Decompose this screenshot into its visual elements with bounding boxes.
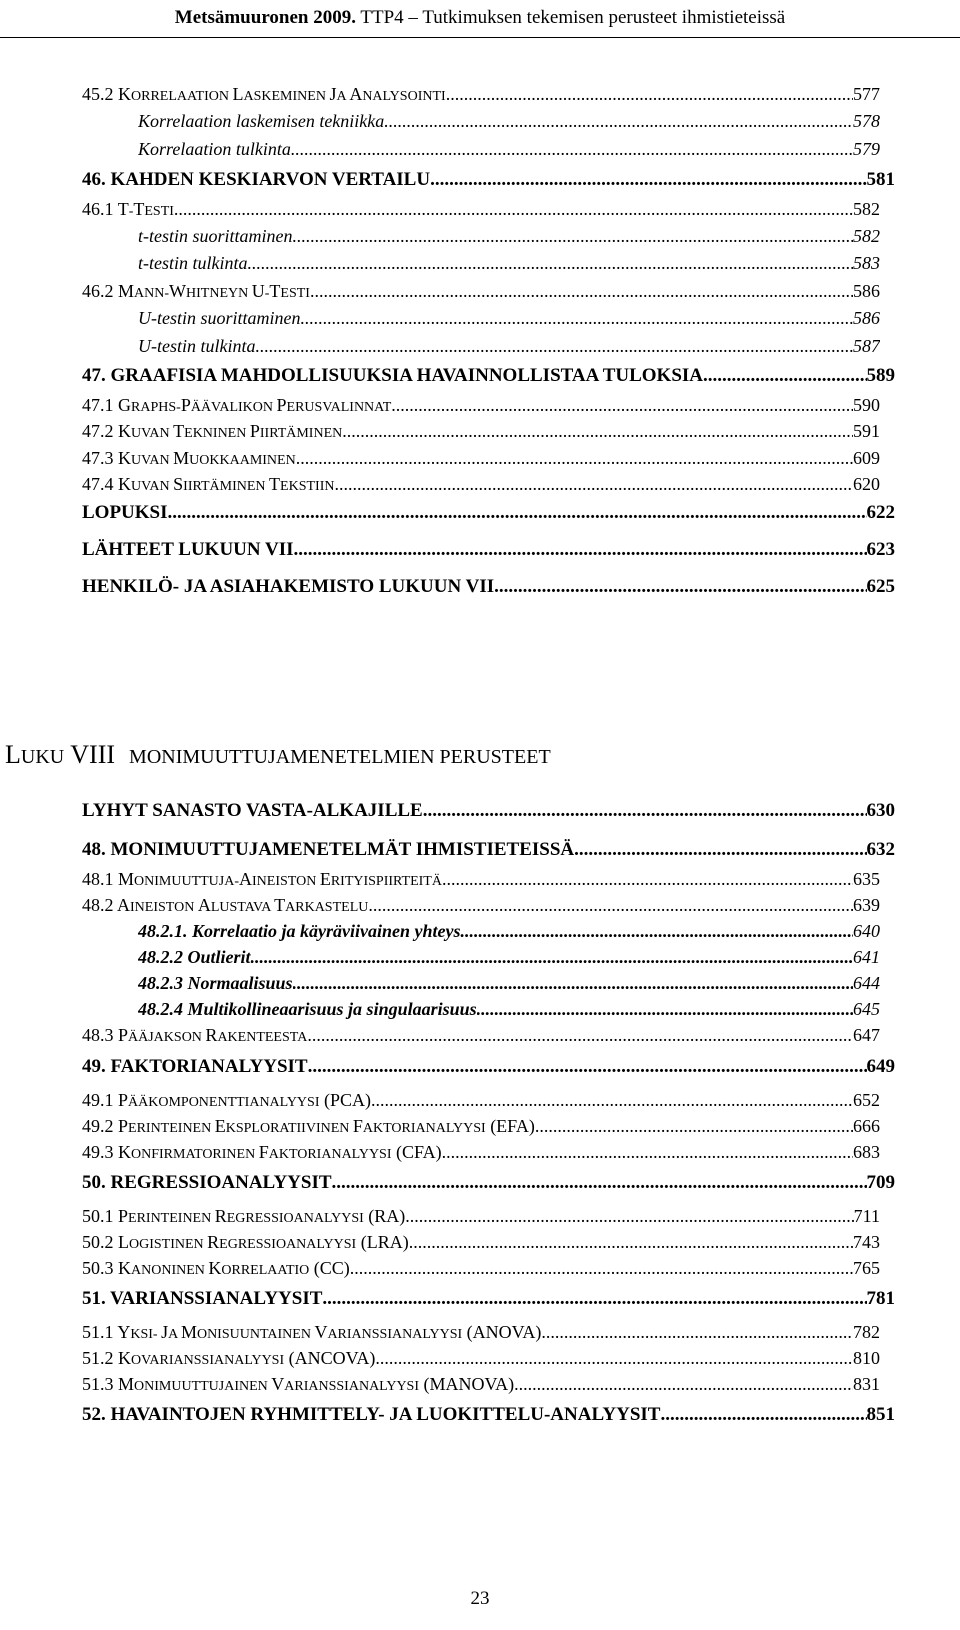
toc-page-number: 639 bbox=[853, 895, 880, 915]
toc-entry-title bbox=[82, 169, 430, 191]
toc-page-number: 587 bbox=[853, 336, 880, 356]
dot-leader bbox=[541, 1322, 853, 1343]
toc-page-number: 635 bbox=[853, 869, 880, 889]
dot-leader bbox=[322, 1288, 866, 1310]
toc-abbreviation: (ANCOVA) bbox=[284, 1348, 376, 1368]
toc-entry-title bbox=[82, 1142, 442, 1163]
toc-section-title: PERINTEINEN REGRESSIOANALYYSI bbox=[118, 1206, 364, 1226]
toc-entry bbox=[82, 281, 880, 307]
toc-page-number: 649 bbox=[866, 1056, 895, 1077]
toc-entry-title bbox=[82, 1090, 371, 1111]
toc-page-number: 711 bbox=[853, 1206, 880, 1226]
toc-entry-text: t-testin tulkinta bbox=[138, 253, 248, 273]
toc-section-title: MONIMUUTTUJA-AINEISTON ERITYISPIIRTEITÄ bbox=[118, 869, 442, 889]
toc-entry-title bbox=[82, 448, 296, 469]
toc-section-title: LOGISTINEN REGRESSIOANALYYSI bbox=[118, 1232, 357, 1252]
toc-section-number: 48.1 bbox=[82, 869, 118, 889]
toc-entry bbox=[82, 1142, 880, 1168]
toc-section-title: KOVARIANSSIANALYYSI bbox=[118, 1348, 285, 1368]
toc-page-number: 831 bbox=[853, 1374, 880, 1394]
toc-entry-title bbox=[82, 199, 174, 220]
toc-section-number: 47.1 bbox=[82, 395, 118, 415]
toc-entry-title bbox=[138, 308, 301, 329]
toc-section-number: 49.1 bbox=[82, 1090, 118, 1110]
toc-entry-title bbox=[82, 84, 446, 105]
toc-entry-title bbox=[82, 895, 368, 916]
toc-page-number: 581 bbox=[866, 169, 895, 190]
toc-page-number: 586 bbox=[853, 308, 880, 328]
toc-page-number: 579 bbox=[853, 139, 880, 159]
toc-page-number: 589 bbox=[866, 365, 895, 386]
dot-leader bbox=[350, 1258, 853, 1279]
part-label-initial: V bbox=[70, 740, 90, 769]
toc-page-number: 641 bbox=[853, 947, 880, 967]
toc-entry-title bbox=[82, 839, 574, 861]
dot-leader bbox=[174, 199, 853, 220]
toc-section-title: GRAPHS-PÄÄVALIKON PERUSVALINNAT bbox=[118, 395, 392, 415]
dot-leader bbox=[660, 1404, 866, 1426]
dot-leader bbox=[293, 973, 853, 994]
toc-entry bbox=[138, 253, 880, 279]
toc-section-title: T-TESTI bbox=[117, 199, 174, 219]
toc-page-number: 583 bbox=[853, 253, 880, 273]
toc-page-number: 781 bbox=[866, 1288, 895, 1309]
toc-entry bbox=[82, 1025, 880, 1051]
toc-entry-text: 52. HAVAINTOJEN RYHMITTELY- JA LUOKITTELU-ANALYYSIT bbox=[82, 1404, 661, 1425]
dot-leader bbox=[251, 947, 853, 968]
toc-page-number: 765 bbox=[853, 1258, 880, 1278]
toc-abbreviation: (PCA) bbox=[319, 1090, 372, 1110]
toc-entry-title bbox=[138, 947, 251, 968]
toc-section-number: 47.3 bbox=[82, 448, 118, 468]
header-author: Metsämuuronen 2009. bbox=[174, 7, 356, 28]
toc-entry-title bbox=[138, 226, 293, 247]
toc-entry-title bbox=[82, 1348, 375, 1369]
toc-entry bbox=[82, 1116, 880, 1142]
toc-entry bbox=[82, 1090, 880, 1116]
toc-entry bbox=[82, 1322, 880, 1348]
toc-abbreviation: (RA) bbox=[363, 1206, 406, 1226]
toc-entry-title bbox=[82, 539, 294, 561]
toc-page-number: 810 bbox=[853, 1348, 880, 1368]
toc-entry-text: 48.2.2 Outlierit bbox=[138, 947, 251, 967]
toc-page-number: 582 bbox=[853, 226, 880, 246]
dot-leader bbox=[296, 448, 853, 469]
toc-entry bbox=[82, 395, 880, 421]
toc-page-number: 623 bbox=[866, 539, 895, 560]
toc-entry bbox=[82, 169, 895, 195]
part-label-rest: III bbox=[89, 740, 116, 769]
toc-entry-title bbox=[138, 973, 293, 994]
toc-entry-text: 51. VARIANSSIANALYYSIT bbox=[82, 1288, 323, 1309]
toc-entry bbox=[82, 199, 880, 225]
dot-leader bbox=[308, 1056, 867, 1078]
toc-abbreviation: (LRA) bbox=[356, 1232, 409, 1252]
dot-leader bbox=[307, 1025, 853, 1046]
toc-entry-text: Korrelaation tulkinta bbox=[138, 139, 291, 159]
toc-entry-text: 46. KAHDEN KESKIARVON VERTAILU bbox=[82, 169, 431, 190]
toc-entry bbox=[138, 308, 880, 334]
toc-entry-title bbox=[82, 576, 494, 598]
dot-leader bbox=[574, 839, 866, 861]
toc-entry-title bbox=[82, 421, 342, 442]
dot-leader bbox=[371, 1090, 853, 1111]
toc-section-title: KORRELAATION LASKEMINEN JA ANALYSOINTI bbox=[118, 84, 446, 104]
toc-section-title: MONIMUUTTUJAINEN VARIANSSIANALYYSI bbox=[118, 1374, 419, 1394]
toc-section-number: 50.1 bbox=[82, 1206, 118, 1226]
toc-entry bbox=[82, 448, 880, 474]
toc-entry bbox=[138, 139, 880, 165]
toc-page-number: 586 bbox=[853, 281, 880, 301]
toc-entry bbox=[138, 921, 880, 947]
toc-entry bbox=[82, 576, 895, 602]
toc-page-number: 630 bbox=[866, 800, 895, 821]
toc-entry-text: 48.2.3 Normaalisuus bbox=[138, 973, 293, 993]
part-label-rest: UKU bbox=[20, 746, 65, 768]
toc-entry bbox=[82, 869, 880, 895]
toc-entry-text: 49. FAKTORIANALYYSIT bbox=[82, 1056, 308, 1077]
toc-entry-title bbox=[82, 365, 703, 387]
toc-entry bbox=[82, 474, 880, 500]
dot-leader bbox=[514, 1374, 853, 1395]
dot-leader bbox=[405, 1206, 853, 1227]
toc-page-number: 591 bbox=[853, 421, 880, 441]
toc-entry-text: LÄHTEET LUKUUN VII bbox=[82, 539, 294, 560]
toc-entry-title bbox=[82, 1056, 308, 1078]
toc-abbreviation: (CFA) bbox=[391, 1142, 442, 1162]
toc-abbreviation: (MANOVA) bbox=[419, 1374, 515, 1394]
toc-section-number: 49.2 bbox=[82, 1116, 118, 1136]
dot-leader bbox=[291, 139, 853, 160]
dot-leader bbox=[168, 502, 867, 524]
toc-page-number: 632 bbox=[866, 839, 895, 860]
toc-entry bbox=[82, 1404, 895, 1430]
toc-page-number: 683 bbox=[853, 1142, 880, 1162]
dot-leader bbox=[248, 253, 854, 274]
toc-entry-text: U-testin tulkinta bbox=[138, 336, 256, 356]
toc-entry-title bbox=[82, 395, 391, 416]
toc-entry-text: 50. REGRESSIOANALYYSIT bbox=[82, 1172, 332, 1193]
toc-section-title: KUVAN SIIRTÄMINEN TEKSTIIN bbox=[118, 474, 335, 494]
toc-section-title: PERINTEINEN EKSPLORATIIVINEN FAKTORIANALYYSI bbox=[118, 1116, 486, 1136]
toc-section-title: AINEISTON ALUSTAVA TARKASTELU bbox=[117, 895, 369, 915]
dot-leader bbox=[535, 1116, 853, 1137]
toc-entry bbox=[82, 839, 895, 865]
toc-entry-title bbox=[82, 1322, 541, 1343]
toc-page-number: 582 bbox=[853, 199, 880, 219]
toc-page-number: 577 bbox=[853, 84, 880, 104]
toc-entry-text: U-testin suorittaminen bbox=[138, 308, 301, 328]
toc-section-title: PÄÄJAKSON RAKENTEESTA bbox=[118, 1025, 308, 1045]
toc-entry-title bbox=[82, 869, 442, 890]
toc-entry bbox=[82, 1374, 880, 1400]
dot-leader bbox=[310, 281, 853, 302]
dot-leader bbox=[368, 895, 853, 916]
toc-entry-text: 47. GRAAFISIA MAHDOLLISUUKSIA HAVAINNOLLISTAA TULOKSIA bbox=[82, 365, 704, 386]
dot-leader bbox=[391, 395, 853, 416]
dot-leader bbox=[301, 308, 854, 329]
toc-section-title: KONFIRMATORINEN FAKTORIANALYYSI bbox=[118, 1142, 392, 1162]
toc-entry-title bbox=[82, 1172, 332, 1194]
part-name: MONIMUUTTUJAMENETELMIEN PERUSTEET bbox=[129, 746, 551, 768]
toc-section-number: 50.2 bbox=[82, 1232, 118, 1252]
header-book-title: TTP4 – Tutkimuksen tekemisen perusteet ihmistieteissä bbox=[355, 7, 786, 28]
toc-section-number: 51.1 bbox=[82, 1322, 118, 1342]
toc-abbreviation: (CC) bbox=[309, 1258, 350, 1278]
toc-entry bbox=[82, 421, 880, 447]
dot-leader bbox=[332, 1172, 867, 1194]
dot-leader bbox=[430, 169, 866, 191]
dot-leader bbox=[293, 226, 854, 247]
toc-page-number: 782 bbox=[853, 1322, 880, 1342]
toc-entry-title bbox=[138, 336, 255, 357]
part-heading bbox=[5, 740, 551, 770]
toc-entry bbox=[82, 800, 895, 826]
toc-entry-text: 48. MONIMUUTTUJAMENETELMÄT IHMISTIETEISSÄ bbox=[82, 839, 575, 860]
toc-entry bbox=[138, 973, 880, 999]
toc-page-number: 666 bbox=[853, 1116, 880, 1136]
dot-leader bbox=[255, 336, 853, 357]
toc-page-number: 743 bbox=[853, 1232, 880, 1252]
dot-leader bbox=[442, 869, 853, 890]
toc-entry bbox=[138, 947, 880, 973]
toc-page-number: 644 bbox=[853, 973, 880, 993]
dot-leader bbox=[494, 576, 866, 598]
toc-entry-text: Korrelaation laskemisen tekniikka bbox=[138, 111, 385, 131]
toc-entry-text: 48.2.4 Multikollineaarisuus ja singulaarisuus bbox=[138, 999, 477, 1019]
toc-page-number: 652 bbox=[853, 1090, 880, 1110]
toc-entry-text: LYHYT SANASTO VASTA-ALKAJILLE bbox=[82, 800, 423, 821]
toc-page-number: 647 bbox=[853, 1025, 880, 1045]
toc-entry-title bbox=[138, 999, 477, 1020]
toc-entry-text: t-testin suorittaminen bbox=[138, 226, 293, 246]
toc-page-number: 640 bbox=[853, 921, 880, 941]
toc-entry bbox=[82, 539, 895, 565]
toc-entry bbox=[82, 365, 895, 391]
toc-page-number: 590 bbox=[853, 395, 880, 415]
part-label-initial: L bbox=[5, 740, 21, 769]
dot-leader bbox=[342, 421, 853, 442]
toc-section-title: PÄÄKOMPONENTTIANALYYSI bbox=[118, 1090, 320, 1110]
toc-section-number: 46.1 bbox=[82, 199, 118, 219]
dot-leader bbox=[334, 474, 853, 495]
toc-abbreviation: (ANOVA) bbox=[462, 1322, 542, 1342]
toc-entry-title bbox=[82, 281, 310, 302]
dot-leader bbox=[375, 1348, 853, 1369]
toc-entry-title bbox=[82, 1404, 660, 1426]
toc-section-number: 48.2 bbox=[82, 895, 118, 915]
toc-section-number: 49.3 bbox=[82, 1142, 118, 1162]
toc-entry-text: LOPUKSI bbox=[82, 502, 168, 523]
part-label bbox=[5, 740, 115, 769]
dot-leader bbox=[703, 365, 866, 387]
toc-entry bbox=[82, 895, 880, 921]
toc-section-number: 47.2 bbox=[82, 421, 118, 441]
toc-page-number: 578 bbox=[853, 111, 880, 131]
toc-section-number: 46.2 bbox=[82, 281, 118, 301]
toc-section-number: 51.2 bbox=[82, 1348, 118, 1368]
toc-entry-title bbox=[82, 502, 168, 524]
dot-leader bbox=[460, 921, 853, 942]
toc-entry bbox=[82, 1348, 880, 1374]
toc-section-number: 48.3 bbox=[82, 1025, 118, 1045]
toc-abbreviation: (EFA) bbox=[485, 1116, 535, 1136]
toc-entry-title bbox=[82, 1232, 409, 1253]
toc-section-number: 50.3 bbox=[82, 1258, 118, 1278]
dot-leader bbox=[442, 1142, 853, 1163]
toc-entry bbox=[82, 1232, 880, 1258]
toc-entry-title bbox=[82, 800, 423, 822]
page-number: 23 bbox=[470, 1588, 490, 1609]
toc-entry bbox=[138, 999, 880, 1025]
toc-page-number: 609 bbox=[853, 448, 880, 468]
toc-entry bbox=[82, 502, 895, 528]
toc-entry bbox=[82, 1258, 880, 1284]
toc-page-number: 620 bbox=[853, 474, 880, 494]
toc-entry-title bbox=[138, 139, 291, 160]
toc-entry-title bbox=[138, 111, 384, 132]
toc-entry bbox=[82, 1288, 895, 1314]
toc-entry bbox=[138, 226, 880, 252]
toc-entry-text: HENKILÖ- JA ASIAHAKEMISTO LUKUUN VII bbox=[82, 576, 495, 597]
toc-page-number: 851 bbox=[866, 1404, 895, 1425]
toc-section-number: 45.2 bbox=[82, 84, 118, 104]
toc-section-title: MANN-WHITNEYN U-TESTI bbox=[118, 281, 310, 301]
dot-leader bbox=[409, 1232, 853, 1253]
toc-entry bbox=[82, 1206, 880, 1232]
dot-leader bbox=[294, 539, 867, 561]
toc-entry bbox=[82, 1172, 895, 1198]
toc-section-number: 51.3 bbox=[82, 1374, 118, 1394]
toc-entry-title bbox=[82, 474, 334, 495]
toc-entry-title bbox=[82, 1374, 514, 1395]
toc-section-title: KANONINEN KORRELAATIO bbox=[118, 1258, 310, 1278]
toc-entry-title bbox=[138, 921, 460, 942]
toc-section-number: 47.4 bbox=[82, 474, 118, 494]
toc-page-number: 709 bbox=[866, 1172, 895, 1193]
toc-entry bbox=[82, 84, 880, 110]
toc-entry-text: 48.2.1. Korrelaatio ja käyräviivainen yhteys bbox=[138, 921, 461, 941]
toc-entry-title bbox=[82, 1206, 405, 1227]
toc-entry bbox=[138, 111, 880, 137]
toc-page-number: 622 bbox=[866, 502, 895, 523]
toc-entry-title bbox=[138, 253, 248, 274]
toc-entry-title bbox=[82, 1116, 535, 1137]
dot-leader bbox=[477, 999, 853, 1020]
toc-section-title: KUVAN MUOKKAAMINEN bbox=[118, 448, 296, 468]
toc-section-title: YKSI- JA MONISUUNTAINEN VARIANSSIANALYYSI bbox=[117, 1322, 463, 1342]
toc-page-number: 645 bbox=[853, 999, 880, 1019]
toc-page-number: 625 bbox=[866, 576, 895, 597]
toc-entry-title bbox=[82, 1025, 307, 1046]
toc-entry bbox=[138, 336, 880, 362]
toc-section-title: KUVAN TEKNINEN PIIRTÄMINEN bbox=[118, 421, 343, 441]
toc-entry bbox=[82, 1056, 895, 1082]
toc-entry-title bbox=[82, 1288, 322, 1310]
dot-leader bbox=[446, 84, 853, 105]
dot-leader bbox=[384, 111, 853, 132]
dot-leader bbox=[423, 800, 867, 822]
toc-entry-title bbox=[82, 1258, 350, 1279]
